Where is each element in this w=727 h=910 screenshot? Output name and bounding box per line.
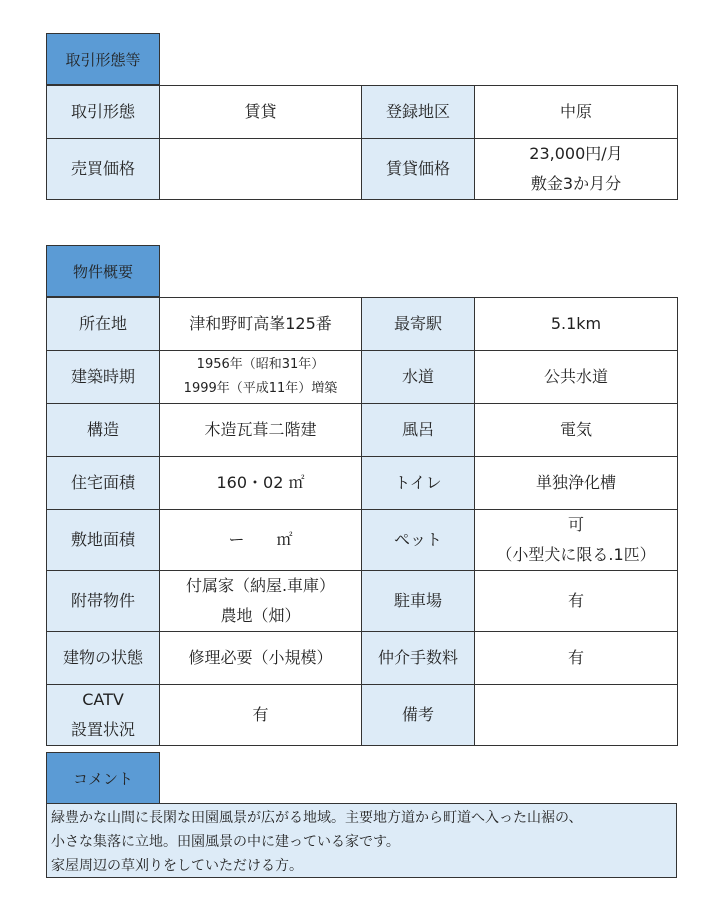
label-condition: 建物の状態 <box>47 632 160 685</box>
rent-deposit: 敷金3か月分 <box>530 174 622 193</box>
property-table <box>46 297 678 746</box>
annex-farmland: 農地（畑） <box>220 606 301 625</box>
table-row <box>47 139 678 200</box>
value-toilet: 単独浄化槽 <box>475 457 678 510</box>
section-header-comment: コメント <box>46 752 160 804</box>
value-district: 中原 <box>475 86 678 139</box>
label-sale-price: 売買価格 <box>47 139 160 200</box>
table-row <box>47 571 678 632</box>
built-year: 1956年（昭和31年） <box>196 357 325 372</box>
pet-allowed: 可 <box>567 515 584 534</box>
value-land-area: ー ㎡ <box>160 510 362 571</box>
annex-building: 付属家（納屋.車庫） <box>185 576 336 595</box>
value-location: 津和野町高峯125番 <box>160 298 362 351</box>
table-row <box>47 86 678 139</box>
label-floor-area: 住宅面積 <box>47 457 160 510</box>
label-nearest-station: 最寄駅 <box>362 298 475 351</box>
value-brokerage-fee: 有 <box>475 632 678 685</box>
label-remarks: 備考 <box>362 685 475 746</box>
label-transaction-type: 取引形態 <box>47 86 160 139</box>
table-row <box>47 457 678 510</box>
value-rent-price <box>475 139 678 200</box>
table-row <box>47 510 678 571</box>
value-bath: 電気 <box>475 404 678 457</box>
comment-line: 緑豊かな山間に長閑な田園風景が広がる地域。主要地方道から町道へ入った山裾の、 <box>51 810 583 826</box>
table-row <box>47 404 678 457</box>
table-row <box>47 685 678 746</box>
value-sale-price <box>160 139 362 200</box>
value-nearest-station: 5.1km <box>475 298 678 351</box>
label-bath: 風呂 <box>362 404 475 457</box>
label-brokerage-fee: 仲介手数料 <box>362 632 475 685</box>
table-row <box>47 298 678 351</box>
table-row <box>47 351 678 404</box>
value-built <box>160 351 362 404</box>
section-header-transaction: 取引形態等 <box>46 33 160 85</box>
label-toilet: トイレ <box>362 457 475 510</box>
label-built: 建築時期 <box>47 351 160 404</box>
value-catv: 有 <box>160 685 362 746</box>
label-pet: ペット <box>362 510 475 571</box>
value-remarks <box>475 685 678 746</box>
comment-line: 家屋周辺の草刈りをしていただける方。 <box>51 858 303 874</box>
value-transaction-type: 賃貸 <box>160 86 362 139</box>
catv-label-line1: CATV <box>82 690 124 709</box>
label-location: 所在地 <box>47 298 160 351</box>
label-land-area: 敷地面積 <box>47 510 160 571</box>
pet-condition: （小型犬に限る.1匹） <box>496 545 656 564</box>
catv-label-line2: 設置状況 <box>70 720 135 739</box>
label-catv <box>47 685 160 746</box>
extension-year: 1999年（平成11年）増築 <box>183 381 338 396</box>
label-annex: 附帯物件 <box>47 571 160 632</box>
value-structure: 木造瓦葺二階建 <box>160 404 362 457</box>
value-annex <box>160 571 362 632</box>
value-water: 公共水道 <box>475 351 678 404</box>
value-pet <box>475 510 678 571</box>
comment-line: 小さな集落に立地。田園風景の中に建っている家です。 <box>51 834 400 850</box>
label-district: 登録地区 <box>362 86 475 139</box>
label-structure: 構造 <box>47 404 160 457</box>
rent-amount: 23,000円/月 <box>529 144 623 163</box>
label-rent-price: 賃貸価格 <box>362 139 475 200</box>
value-parking: 有 <box>475 571 678 632</box>
table-row <box>47 632 678 685</box>
value-floor-area: 160・02 ㎡ <box>160 457 362 510</box>
transaction-table <box>46 85 678 200</box>
value-condition: 修理必要（小規模） <box>160 632 362 685</box>
section-header-property: 物件概要 <box>46 245 160 297</box>
comment-box <box>46 803 677 878</box>
label-water: 水道 <box>362 351 475 404</box>
label-parking: 駐車場 <box>362 571 475 632</box>
